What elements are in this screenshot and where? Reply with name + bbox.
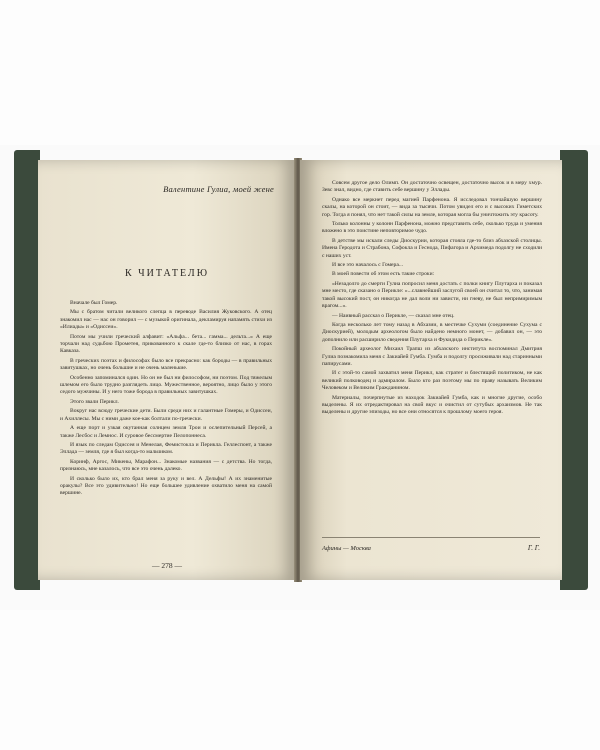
chapter-title: К ЧИТАТЕЛЮ: [125, 268, 209, 279]
paragraph: — Наивный рассказ о Перикле, — сказал мне отец.: [332, 312, 455, 319]
paragraph: И все это началось с Гомера...: [332, 262, 404, 269]
running-head: Валентине Гулиа, моей жене: [163, 184, 274, 194]
paragraph: Мы с братом читали великого слепца в переводе Василия Жуковского. А отец знакомил нас — нас он говорил — с музыкой оригинала, декламируя напамять стихи из «Илиады» и «Одиссеи».: [60, 309, 272, 331]
paragraph: Вначале был Гомер.: [70, 300, 118, 306]
paragraph: Вокруг нас всюду греческие дети. Были среди них и галантные Гомеры, и Одиссеи, и Ахиллесы. Мы с ними даже кое-как болтали по-гречески.: [60, 408, 272, 422]
paragraph: Коринф, Аргос, Микены, Марафон... Знакомые названия — с детства. Но тогда, признаюсь, мне казалось, что все это очень далеко.: [60, 458, 272, 473]
paragraph: А еще порт и узкая окутанная солнцем земля Трои и ослепительный Персей, а также Лесбос и Лемнос. И суровое бессмертие Пелопоннеса.: [60, 425, 272, 439]
paragraph: Покойный археолог Михаил Трапш из абхазского института воспоминал Дмитрия Гулиа познакомила меня с Закиайей Гумба. Гумба и подолгу просиживали над старинными папирусами.: [322, 346, 542, 367]
left-page-text: [60, 300, 272, 500]
paragraph: И с этой-то самой захватил меня Перикл, как стратег и блестящий политиком, не как великий полководец и адмиралом. Было кто раз поэтому мы по праву называть Великим Человеком и Великим Гражданином.: [322, 370, 542, 392]
paragraph: И язык по следам Одиссея и Менелая, Фемистокла и Перикла. Геллеспонт, а также Эллада — земля, где я был когда-то мальчиком.: [60, 441, 272, 456]
page-number: — 278 —: [152, 561, 182, 570]
paragraph: «Незадолго до смерти Гулиа попросил меня достать с полки книгу Плутарха и показал мне место, где сказано о Перикле: «...славнейший заслугой своей он считал то, что, занимая такой высокий пост, он никогда не дал воли ни зависти, ни гневу, не был непримиримым врагом...».: [322, 280, 542, 310]
right-page-text: [322, 180, 542, 419]
book-cover-left-edge: [14, 150, 40, 590]
right-page: [300, 160, 562, 580]
paragraph: Материалы, почерпнутые из находок Закиайей Гумба, как и многие другие, особо выделены. Я их отредактировал на свой вкус и очистил от сутубых архаизмов. Не так выделены и другие эпизоды, но все они относятся к прошлому моего героя.: [322, 394, 542, 416]
left-page: [38, 160, 296, 580]
paragraph: Особенно запоминался один. Но он не был ни философом, ни поэтом. Под тяжелым шлемом его было трудно разглядеть лицо. Мужественное, вероятно, лицо было у этого седого мужчины. И у него тоже борода в правильных завитушках.: [60, 374, 272, 396]
paragraph: Только колонны у колонн Парфенона, можно представить себе, сколько труда и умения вложено в это поистине неповторимое чудо.: [322, 221, 542, 235]
paragraph: Этого звали Перикл.: [70, 398, 119, 405]
book-cover-right-edge: [560, 150, 588, 590]
paragraph: В моей повести об этом есть такие строки:: [332, 271, 435, 278]
paragraph: И сколько было их, кто брал меня за руку и вел. А Дельфы! А их знаменитые оракулы? Все это удивительно! Но еще большее удивление охватило меня на самой вершине.: [60, 475, 272, 497]
footer-place: Афины — Москва: [322, 545, 371, 552]
paragraph: Совсем другое дело Олимп. Он достаточно освещен, достаточно высок и в меру хмур. Зевс знал, видно, где ставить себе вершину у Эллады.: [322, 180, 542, 194]
paragraph: В греческих поэтах и философах было все прекрасно: как бороды — в правильных завитушках, но очень большие и не очень маленькие.: [60, 357, 272, 372]
paragraph: В детстве мы искали следы Диоскурии, которая стояла где-то близ абхазской столицы. Имена Геродота и Страбона, Софокла и Геснода, Пифагора и Архимеда подолгу не сходили с наших уст.: [322, 237, 542, 259]
footer-rule: [322, 537, 540, 538]
paragraph: Потом мы учили греческий алфавит: «Альфа... бета... гамма... дельта...» А еще торчали над судьбою Прометея, прикованного к скале где-то близко от нас, в горах Кавказа.: [60, 333, 272, 355]
footer-initials: Г. Г.: [527, 544, 540, 552]
paragraph: Однако все меркнет перед магией Парфенона. Я исследовал тончайшую вершину скалы, на которой он стоит, — вида за тысячи. Потом увидел его и с высоких Гиметских гор. Тогда я понял, что нет такой силы на земле, которая могла бы уничтожить эту красоту.: [322, 196, 542, 218]
paragraph: Когда несколько лет тому назад в Абхазии, в местечке Сухуми (соединение Сухума с Диоскурией), молодым археологом было найдено немного монет, — добавил он, — это дополнило или расширило сведения Плутарха и Фукидида о Перикле».: [322, 321, 542, 343]
